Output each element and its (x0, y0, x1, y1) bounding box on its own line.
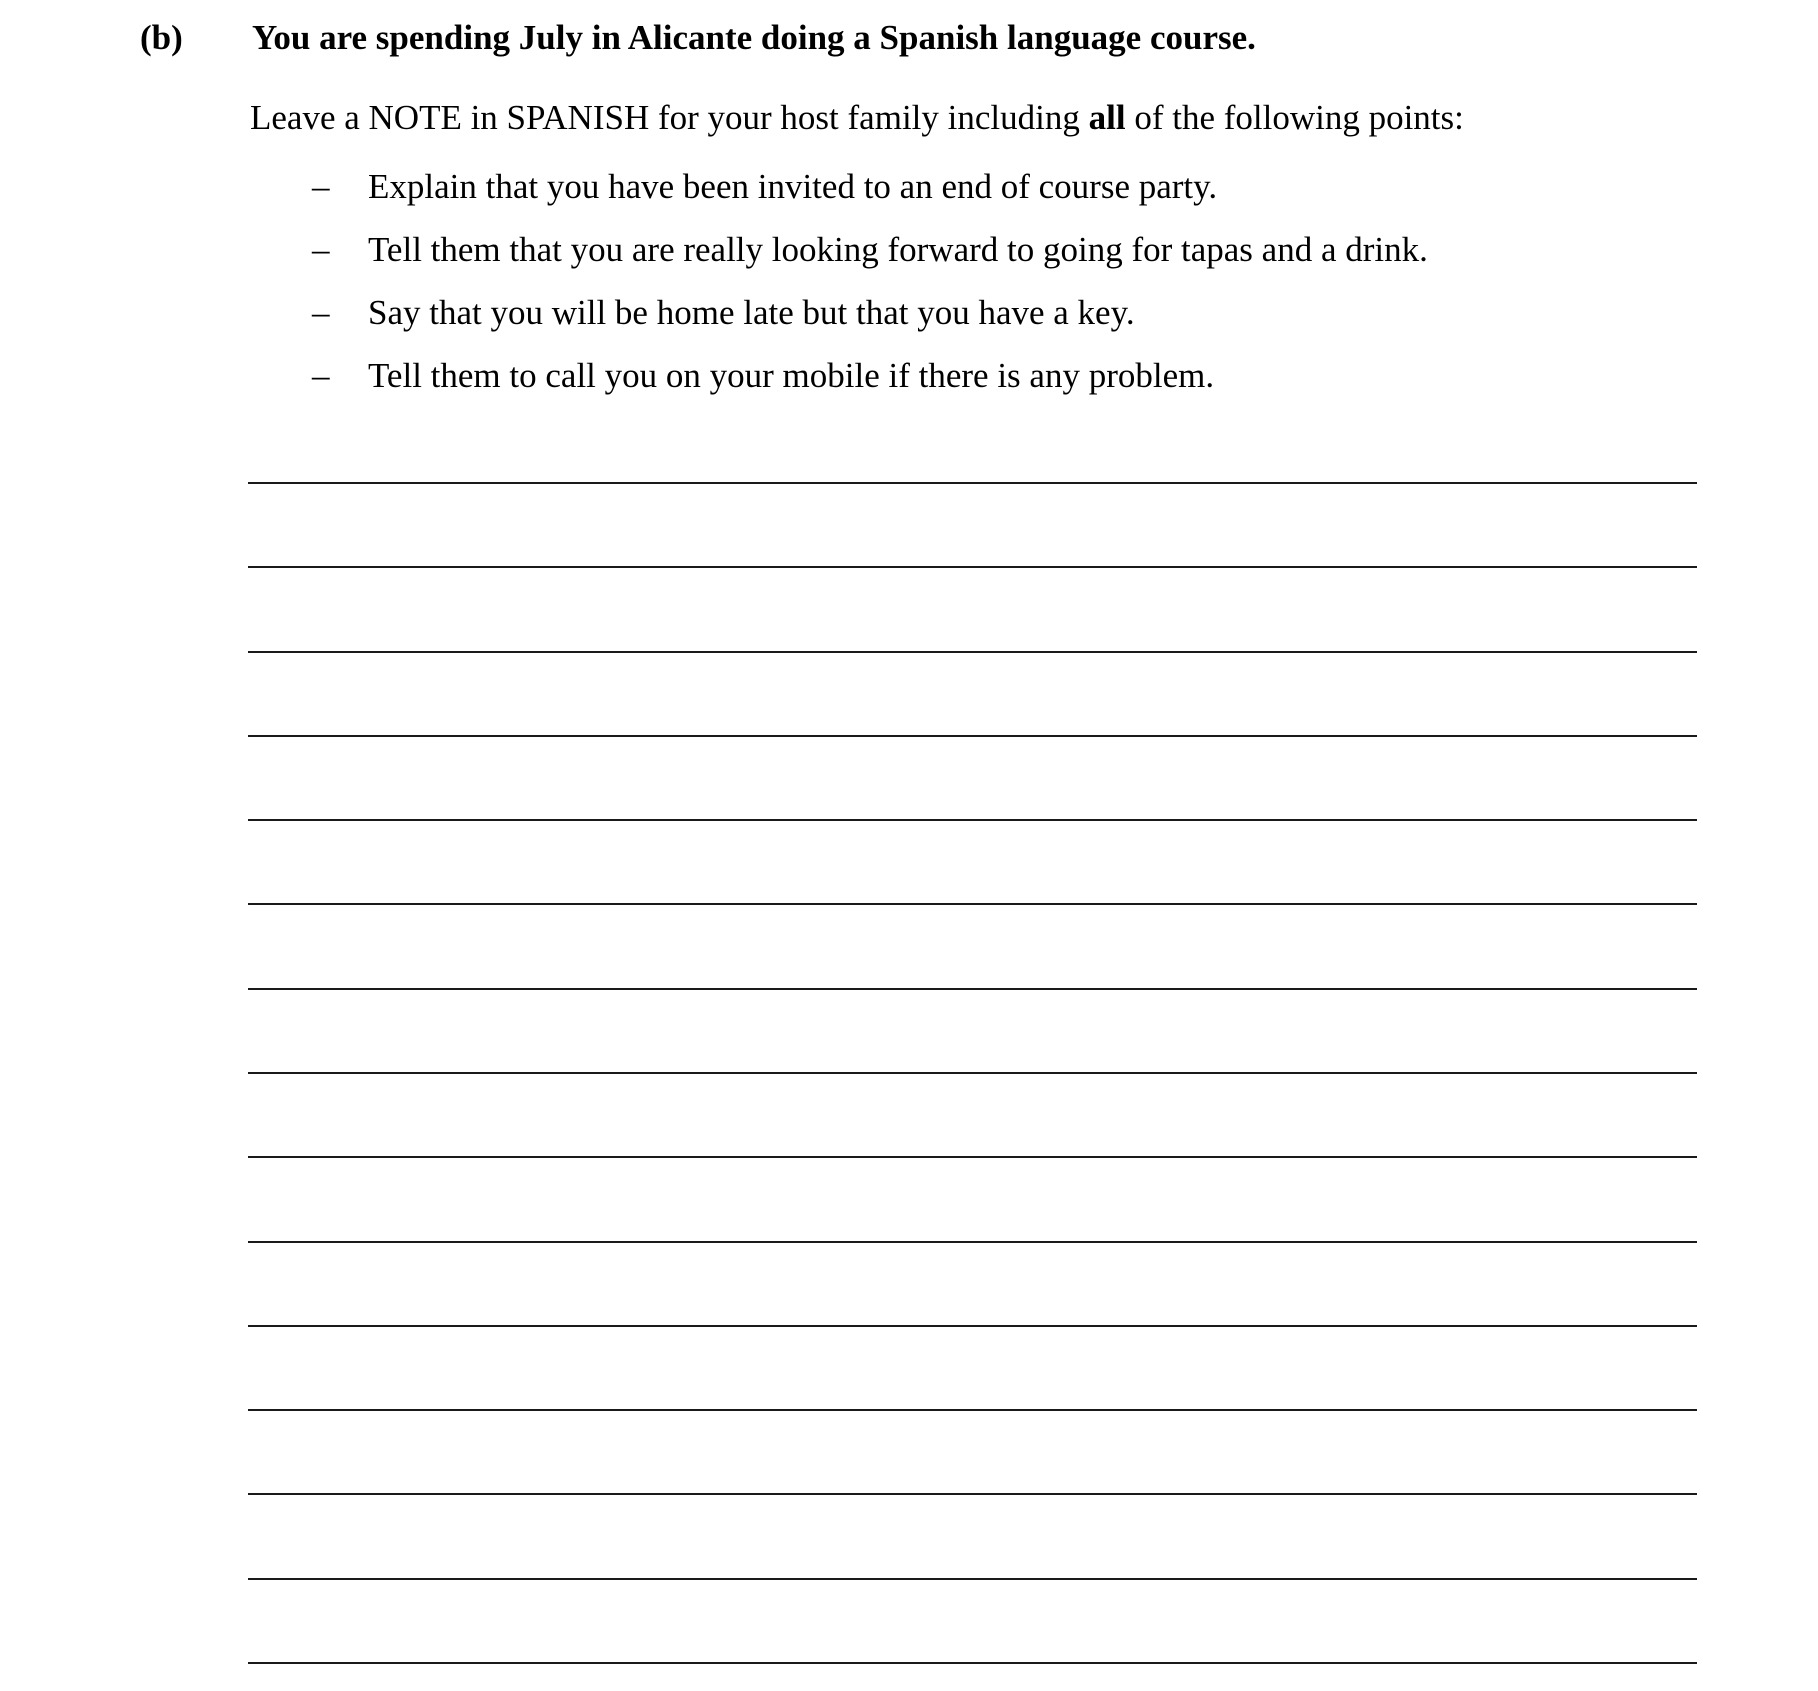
dash-bullet-icon: – (312, 167, 330, 206)
instruction-after: of the following points: (1125, 98, 1464, 137)
answer-line[interactable] (248, 735, 1697, 737)
point-item (0, 354, 1500, 398)
answer-line[interactable] (248, 903, 1697, 905)
point-text: Tell them to call you on your mobile if there is any problem. (368, 356, 1215, 395)
answer-line[interactable] (248, 1241, 1697, 1243)
instruction-text (250, 96, 1464, 140)
answer-line[interactable] (248, 482, 1697, 484)
instruction-before: Leave a NOTE in SPANISH for your host family including (250, 98, 1089, 137)
point-item (0, 291, 1500, 335)
instruction-emphasis: all (1088, 98, 1126, 137)
answer-line[interactable] (248, 1409, 1697, 1411)
answer-line[interactable] (248, 566, 1697, 568)
point-item (0, 228, 1500, 272)
point-text: Explain that you have been invited to an end of course party. (368, 167, 1218, 206)
answer-line[interactable] (248, 1578, 1697, 1580)
answer-line[interactable] (248, 1156, 1697, 1158)
answer-line[interactable] (248, 819, 1697, 821)
dash-bullet-icon: – (312, 230, 330, 269)
question-heading: You are spending July in Alicante doing a Spanish language course. (252, 18, 1256, 57)
answer-line[interactable] (248, 651, 1697, 653)
answer-line[interactable] (248, 1325, 1697, 1327)
answer-line[interactable] (248, 988, 1697, 990)
dash-bullet-icon: – (312, 293, 330, 332)
answer-line[interactable] (248, 1662, 1697, 1664)
dash-bullet-icon: – (312, 356, 330, 395)
question-label: (b) (140, 18, 183, 57)
point-item (0, 165, 1500, 209)
answer-line[interactable] (248, 1072, 1697, 1074)
answer-line[interactable] (248, 1493, 1697, 1495)
point-text: Say that you will be home late but that you have a key. (368, 293, 1135, 332)
point-text: Tell them that you are really looking forward to going for tapas and a drink. (368, 230, 1428, 269)
